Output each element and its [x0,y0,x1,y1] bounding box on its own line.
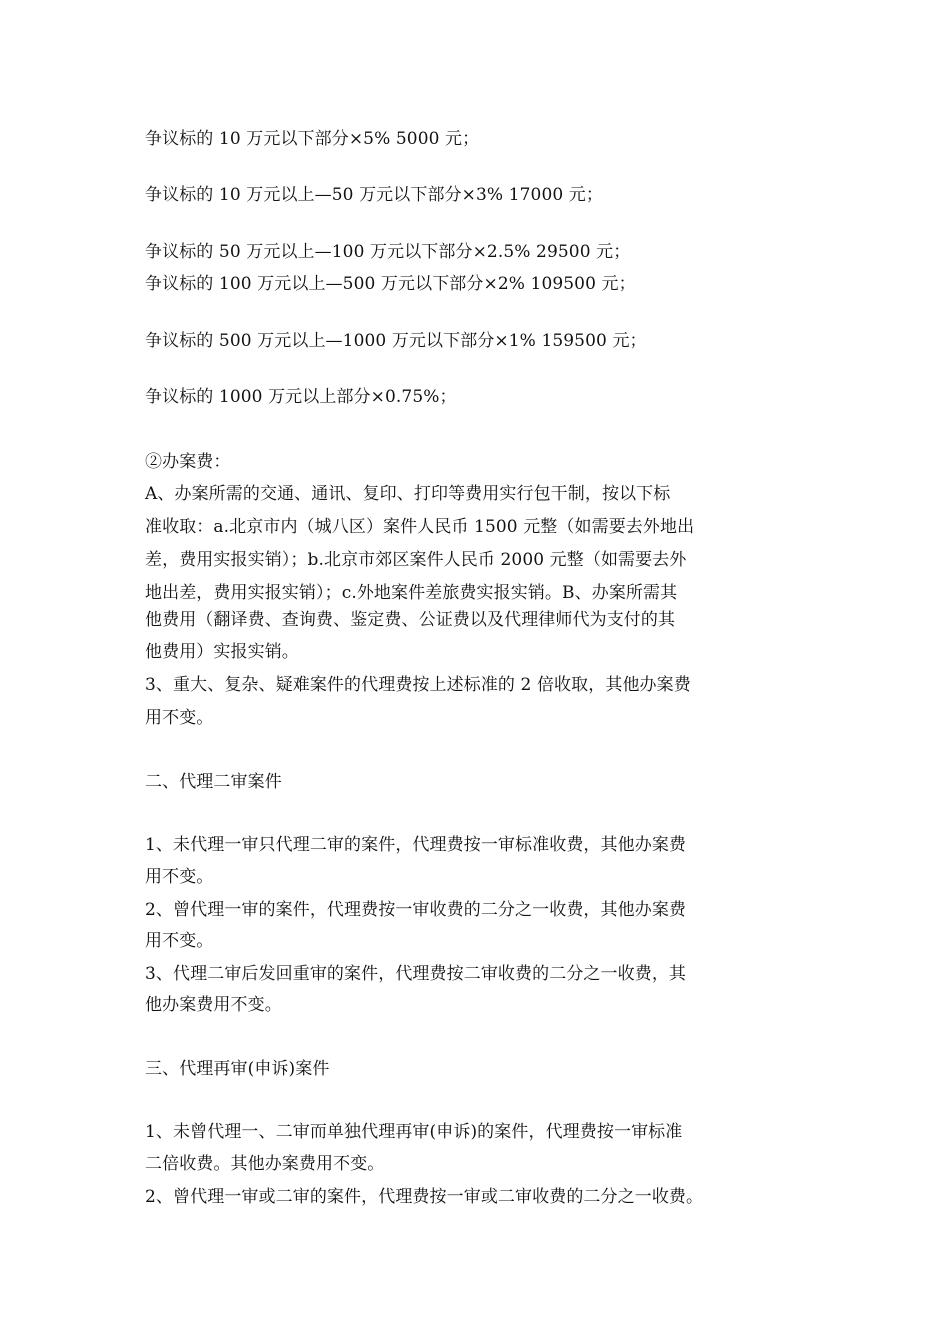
major-case-line: 3、重大、复杂、疑难案件的代理费按上述标准的 2 倍收取，其他办案费 [145,675,691,695]
office-fee-line: 地出差，费用实报实销）；c.外地案件差旅费实报实销。B、办案所需其 [145,583,678,603]
section2-line: 他办案费用不变。 [145,995,282,1015]
section3-line: 2、曾代理一审或二审的案件，代理费按一审或二审收费的二分之一收费。 [145,1187,704,1207]
fee-line-3: 争议标的 50 万元以上—100 万元以下部分×2.5% 29500 元； [145,242,631,262]
office-fee-heading: ②办案费： [145,452,231,472]
fee-line-1: 争议标的 10 万元以下部分×5% 5000 元； [145,129,480,149]
section3-title: 三、代理再审(申诉)案件 [145,1059,330,1079]
section2-line: 用不变。 [145,867,214,887]
section2-title: 二、代理二审案件 [145,772,282,792]
major-case-line: 用不变。 [145,708,214,728]
fee-line-6: 争议标的 1000 万元以上部分×0.75%； [145,387,457,407]
office-fee-line: A、办案所需的交通、通讯、复印、打印等费用实行包干制，按以下标 [145,484,671,504]
fee-line-4: 争议标的 100 万元以上—500 万元以下部分×2% 109500 元； [145,274,636,294]
office-fee-line: 他费用）实报实销。 [145,642,299,662]
section2-line: 3、代理二审后发回重审的案件，代理费按二审收费的二分之一收费，其 [145,964,687,984]
section3-line: 1、未曾代理一、二审而单独代理再审(申诉)的案件，代理费按一审标准 [145,1122,683,1142]
office-fee-line: 他费用（翻译费、查询费、鉴定费、公证费以及代理律师代为支付的其 [145,610,676,630]
document-page [145,0,745,1344]
section2-line: 用不变。 [145,931,214,951]
fee-line-5: 争议标的 500 万元以上—1000 万元以下部分×1% 159500 元； [145,331,647,351]
section2-line: 1、未代理一审只代理二审的案件，代理费按一审标准收费，其他办案费 [145,835,687,855]
section3-line: 二倍收费。其他办案费用不变。 [145,1154,385,1174]
fee-line-2: 争议标的 10 万元以上—50 万元以下部分×3% 17000 元； [145,185,603,205]
office-fee-line: 差，费用实报实销）；b.北京市郊区案件人民币 2000 元整（如需要去外 [145,550,687,570]
section2-line: 2、曾代理一审的案件，代理费按一审收费的二分之一收费，其他办案费 [145,900,687,920]
office-fee-line: 准收取：a.北京市内（城八区）案件人民币 1500 元整（如需要去外地出 [145,517,695,537]
